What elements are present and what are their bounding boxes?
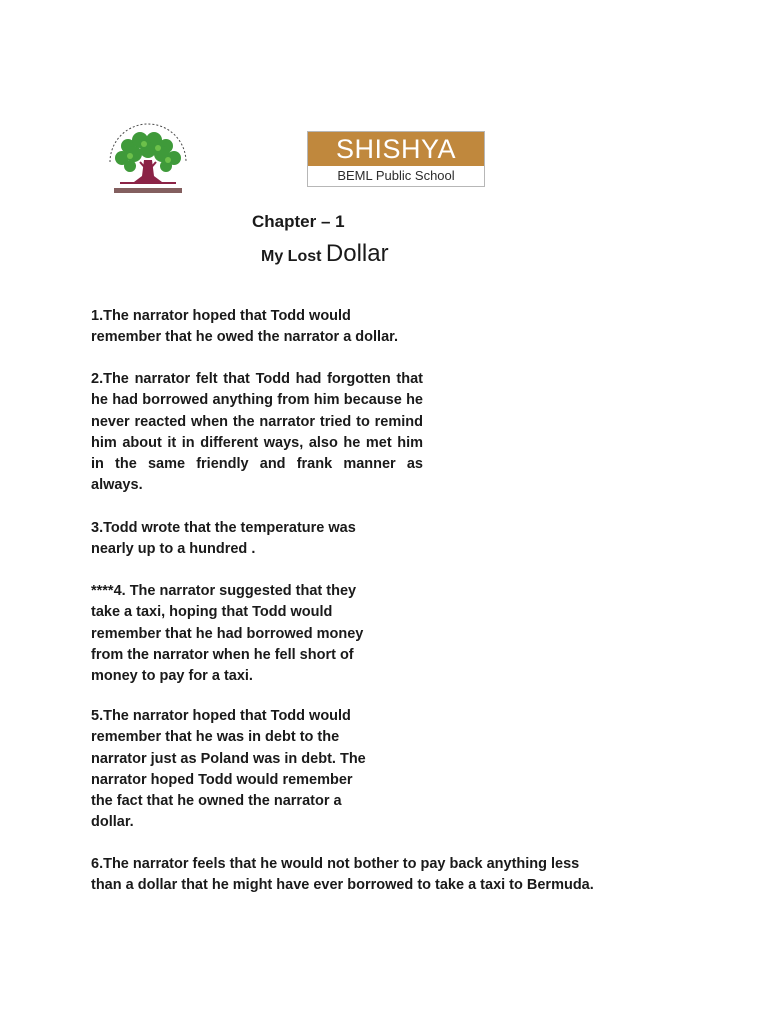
answer-5: 5.The narrator hoped that Todd would remember that he was in debt to the narrator just as Poland was in debt. The narrator hoped Todd would remember the fact that he owned the narrator a dollar. bbox=[91, 708, 366, 831]
school-logo-subtitle: BEML Public School bbox=[308, 166, 484, 186]
chapter-title-prefix: My Lost bbox=[261, 248, 322, 265]
chapter-title bbox=[261, 240, 389, 268]
answer-4: ****4. The narrator suggested that they take a taxi, hoping that Todd would remember that he had borrowed money from the narrator when he fell short of money to pay for a taxi. bbox=[91, 583, 364, 685]
school-logo bbox=[307, 131, 485, 187]
chapter-label: Chapter – 1 bbox=[252, 212, 345, 231]
tree-emblem-icon bbox=[100, 116, 196, 200]
school-logo-name: SHISHYA bbox=[308, 132, 484, 166]
answer-3: 3.Todd wrote that the temperature was nearly up to a hundred . bbox=[91, 520, 356, 558]
trust-logo bbox=[100, 116, 196, 200]
chapter-title-main: Dollar bbox=[325, 240, 389, 267]
answer-6: 6.The narrator feels that he would not bother to pay back anything less than a dollar that he might have ever borrowed to take a taxi to Bermuda. bbox=[91, 856, 594, 894]
answer-2: 2.The narrator felt that Todd had forgotten that he had borrowed anything from him because he never reacted when the narrator tried to remind him about it in different ways, also he met him in the same friendly and frank manner as always. bbox=[91, 371, 423, 494]
answer-1: 1.The narrator hoped that Todd would remember that he owed the narrator a dollar. bbox=[91, 308, 398, 346]
